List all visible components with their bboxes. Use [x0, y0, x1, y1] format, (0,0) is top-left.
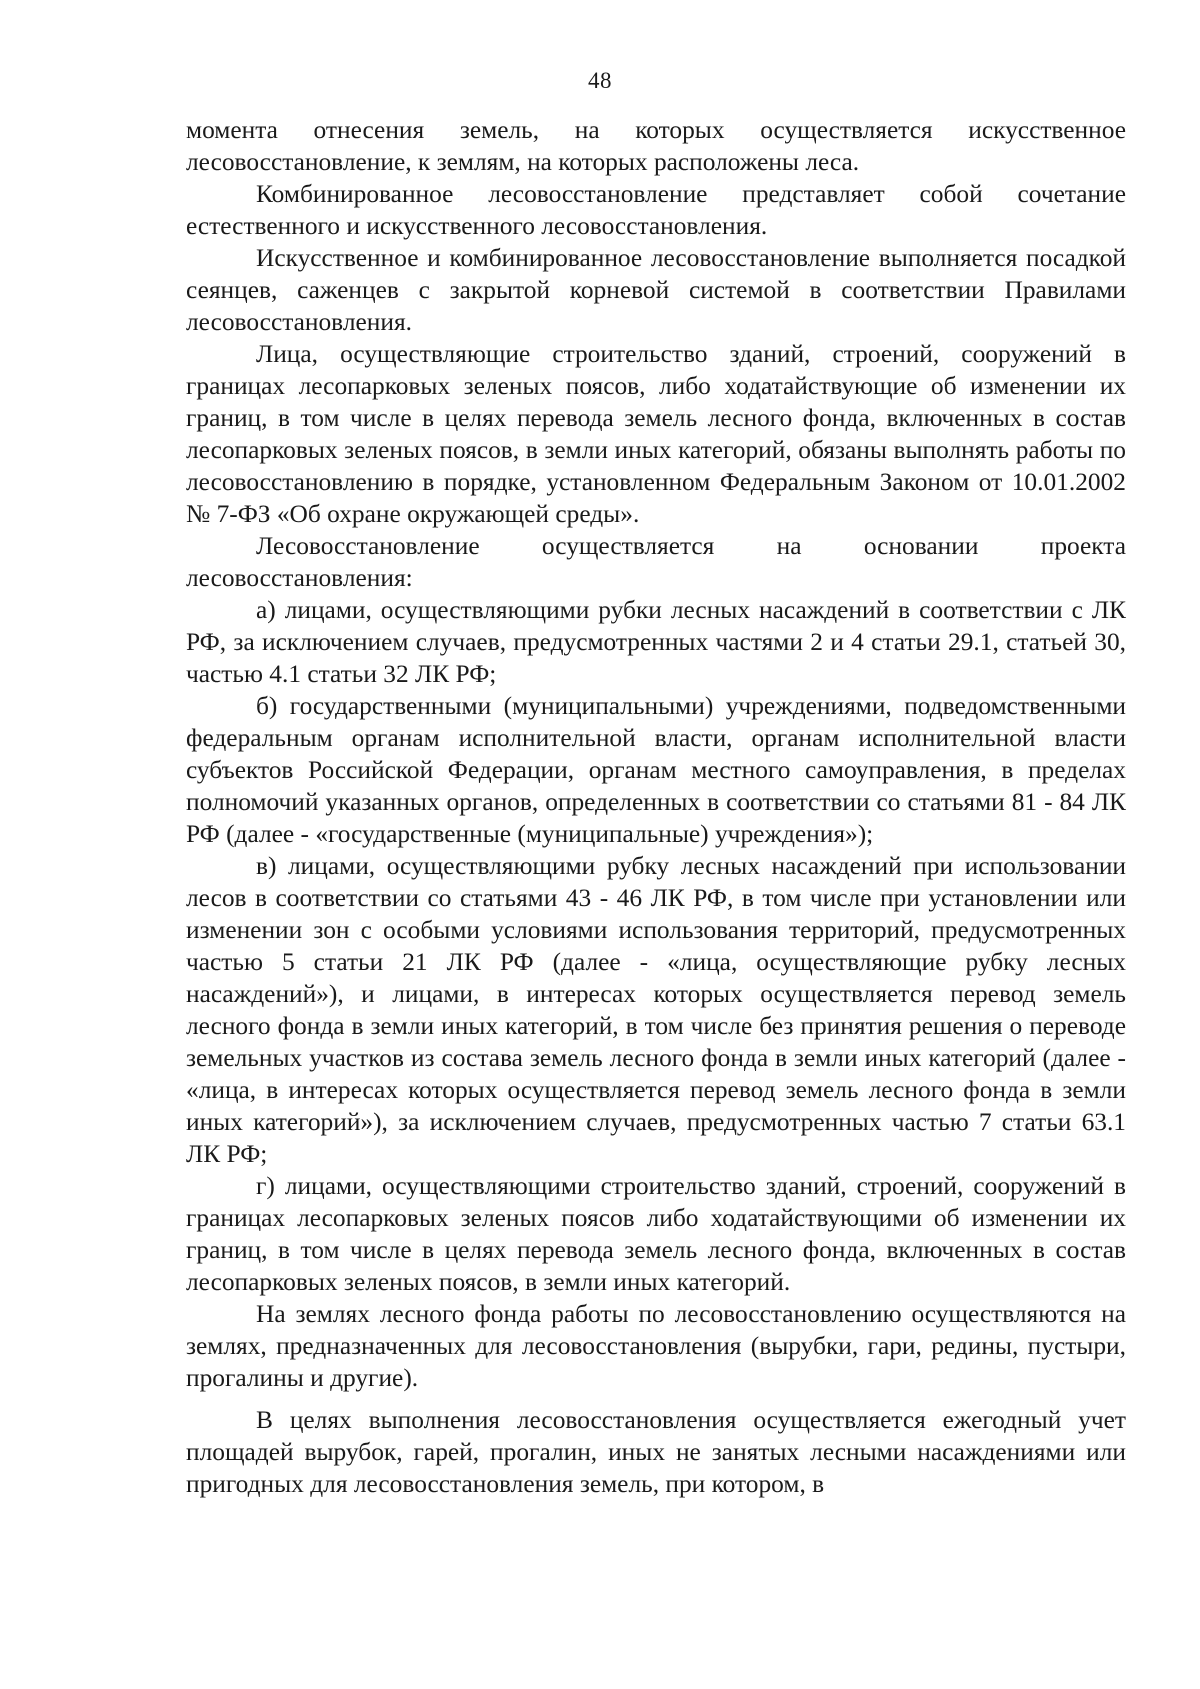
paragraph-project-basis: Лесовосстановление осуществляется на основании проекта лесовосстановления:	[186, 532, 1126, 592]
list-item-b: б) государственными (муниципальными) учреждениями, подведомственными федеральным органам исполнительной власти, органам исполнительной власти субъектов Российской Федерации, органам местного самоуправления, в пределах полномочий указанных органов, определенных в соответствии со статьями 81 - 84 ЛК РФ (далее - «государственные (муниципальные) учреждения»);	[186, 692, 1126, 848]
paragraph-planting-method: Искусственное и комбинированное лесовосстановление выполняется посадкой сеянцев, саженцев с закрытой корневой системой в соответствии Правилами лесовосстановления.	[186, 244, 1126, 336]
list-item-g: г) лицами, осуществляющими строительство зданий, строений, сооружений в границах лесопарковых зеленых поясов либо ходатайствующими об изменении их границ, в том числе в целях перевода земель лесного фонда, включенных в состав лесопарковых зеленых поясов, в земли иных категорий.	[186, 1172, 1126, 1296]
list-item-a: а) лицами, осуществляющими рубки лесных насаждений в соответствии с ЛК РФ, за исключением случаев, предусмотренных частями 2 и 4 статьи 29.1, статьей 30, частью 4.1 статьи 32 ЛК РФ;	[186, 596, 1126, 688]
list-item-v: в) лицами, осуществляющими рубку лесных насаждений при использовании лесов в соответствии со статьями 43 - 46 ЛК РФ, в том числе при установлении или изменении зон с особыми условиями использования территорий, предусмотренных частью 5 статьи 21 ЛК РФ (далее - «лица, осуществляющие рубку лесных насаждений»), и лицами, в интересах которых осуществляется перевод земель лесного фонда в земли иных категорий, в том числе без принятия решения о переводе земельных участков из состава земель лесного фонда в земли иных категорий (далее - «лица, в интересах которых осуществляется перевод земель лесного фонда в земли иных категорий»), за исключением случаев, предусмотренных частью 7 статьи 63.1 ЛК РФ;	[186, 852, 1126, 1168]
paragraph-annual-accounting: В целях выполнения лесовосстановления осуществляется ежегодный учет площадей вырубок, гарей, прогалин, иных не занятых лесными насаждениями или пригодных для лесовосстановления земель, при котором, в	[186, 1406, 1126, 1498]
paragraph-forest-fund-lands: На землях лесного фонда работы по лесовосстановлению осуществляются на землях, предназначенных для лесовосстановления (вырубки, гари, редины, пустыри, прогалины и другие).	[186, 1300, 1126, 1392]
paragraph-continuation: момента отнесения земель, на которых осуществляется искусственное лесовосстановление, к землям, на которых расположены леса.	[186, 116, 1126, 176]
paragraph-combined-reforestation: Комбинированное лесовосстановление представляет собой сочетание естественного и искусственного лесовосстановления.	[186, 180, 1126, 240]
paragraph-obligated-persons: Лица, осуществляющие строительство зданий, строений, сооружений в границах лесопарковых зеленых поясов, либо ходатайствующие об изменении их границ, в том числе в целях перевода земель лесного фонда, включенных в состав лесопарковых зеленых поясов, в земли иных категорий, обязаны выполнять работы по лесовосстановлению в порядке, установленном Федеральным Законом от 10.01.2002 № 7-ФЗ «Об охране окружающей среды».	[186, 340, 1126, 528]
document-body	[186, 114, 1126, 1500]
page-number: 48	[588, 68, 612, 93]
